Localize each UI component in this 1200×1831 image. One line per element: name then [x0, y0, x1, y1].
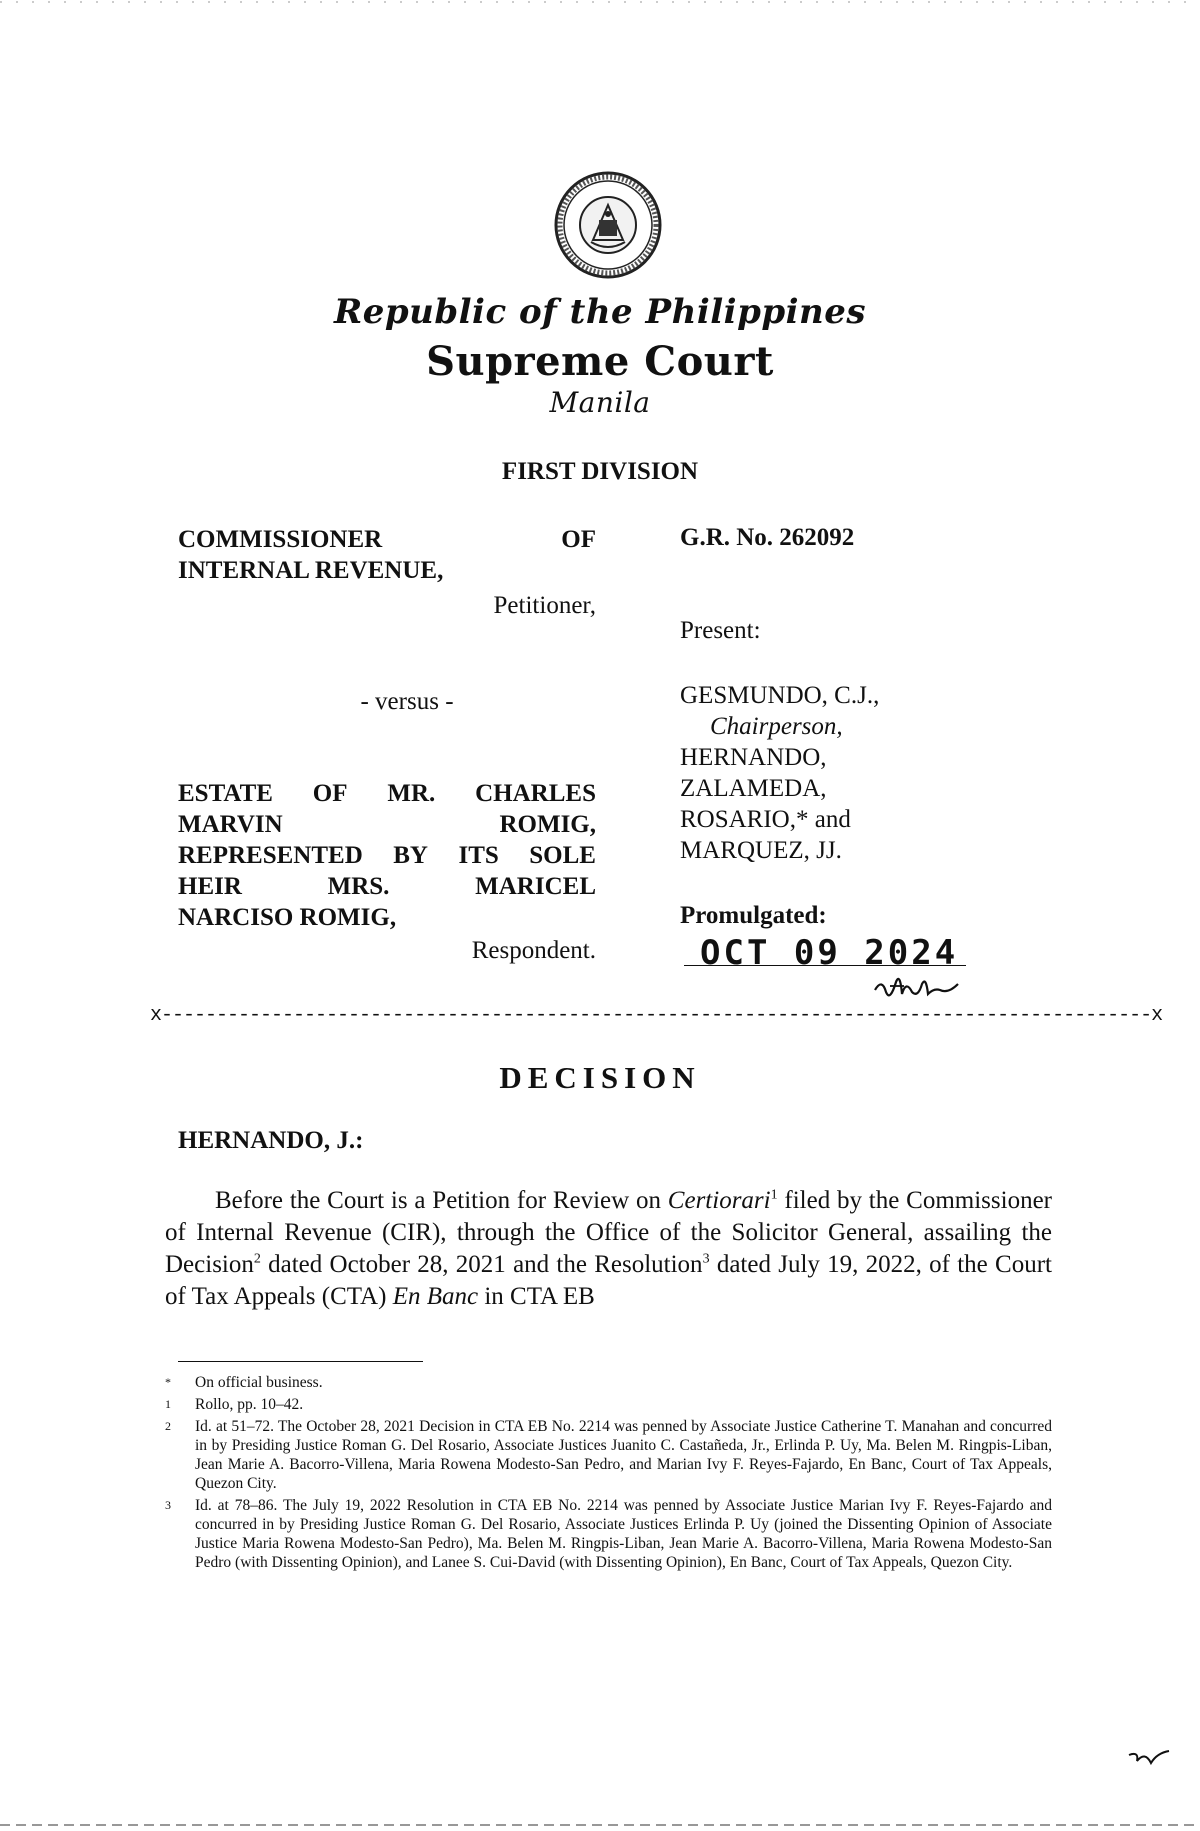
handwritten-initials-icon	[1125, 1745, 1175, 1775]
petitioner-line: COMMISSIONER OF	[178, 526, 596, 553]
promulgated-date-stamp: OCT 09 2024	[700, 933, 959, 973]
footnotes	[165, 1373, 1052, 1575]
petitioner-block	[178, 524, 596, 621]
promulgated-underline	[684, 965, 966, 966]
footnote-ref: 2	[253, 1251, 261, 1267]
petitioner-line: INTERNAL REVENUE,	[178, 557, 444, 584]
footnote-item: 3 Id. at 78–86. The July 19, 2022 Resolution in CTA EB No. 2214 was penned by Associate Justice Marian Ivy F. Reyes-Fajardo and concurred in by Presiding Justice Roman G. Del Rosario, Associate Justices Erlinda P. Uy (joined the Dissenting Opinion of Associate Justice Maria Rowena Modesto-San Pedro), Ma. Belen M. Ringpis-Liban, Jean Marie A. Bacorro-Villena, Maria Rowena Modesto-San Pedro (with Dissenting Opinion), and Lanee S. Cui-David (with Dissenting Opinion), En Banc, Court of Tax Appeals, Quezon City.	[165, 1497, 1052, 1571]
supreme-court-seal-icon	[553, 170, 663, 280]
gr-number: G.R. No. 262092	[680, 524, 855, 551]
respondent-line: NARCISO ROMIG,	[178, 904, 397, 931]
justice-line: MARQUEZ, JJ.	[680, 837, 842, 864]
present-label: Present:	[680, 617, 761, 644]
present-justices	[680, 680, 970, 866]
respondent-block	[178, 778, 596, 966]
versus-label: - versus -	[360, 688, 454, 715]
petitioner-role: Petitioner,	[493, 592, 596, 619]
footnote-ref: 3	[702, 1251, 710, 1267]
caption-divider: x------------------------------------------------------------------------------------------x	[150, 1004, 1163, 1027]
respondent-line: ESTATE OF MR. CHARLES	[178, 780, 596, 807]
respondent-line: HEIR MRS. MARICEL	[178, 873, 596, 900]
clerk-signature-icon	[870, 968, 965, 1008]
court-name: Supreme Court	[426, 338, 774, 385]
justice-line: Chairperson,	[710, 713, 843, 740]
justice-line: GESMUNDO, C.J.,	[680, 682, 880, 709]
respondent-line: REPRESENTED BY ITS SOLE	[178, 842, 596, 869]
footnote-ref: 1	[770, 1187, 778, 1203]
scan-edge-bottom	[0, 1823, 1200, 1827]
scan-edge-top	[0, 0, 1200, 4]
decision-title: DECISION	[499, 1060, 701, 1095]
footnote-separator	[178, 1361, 423, 1362]
footnote-item: 2 Id. at 51–72. The October 28, 2021 Decision in CTA EB No. 2214 was penned by Associate Justice Catherine T. Manahan and concurred in by Presiding Justice Roman G. Del Rosario, Associate Justices Juanito C. Castañeda, Jr., Erlinda P. Uy, Ma. Belen M. Ringpis-Liban, Jean Marie A. Bacorro-Villena, Maria Rowena Modesto-San Pedro, and Marian Ivy F. Reyes-Fajardo, En Banc, Court of Tax Appeals, Quezon City.	[165, 1418, 1052, 1492]
opening-paragraph: Before the Court is a Petition for Review on Certiorari$^1$ filed by the Commissioner of Internal Revenue (CIR), through the Office of the Solicitor General, assailing the Decision$^2$ dated October 28, 2021 and the Resolution$^3$ dated July 19, 2022, of the Court of Tax Appeals (CTA) En Banc in CTA EB	[165, 1187, 1052, 1310]
city-name: Manila	[549, 386, 651, 419]
division-heading: FIRST DIVISION	[501, 458, 699, 485]
justice-line: HERNANDO,	[680, 744, 827, 771]
footnote-item: 1 Rollo, pp. 10–42.	[165, 1396, 304, 1413]
footnote-item: * On official business.	[165, 1374, 323, 1391]
promulgated-label: Promulgated:	[680, 902, 827, 929]
republic-heading: Republic of the Philippines	[333, 292, 867, 332]
ponente: HERNANDO, J.:	[178, 1127, 364, 1154]
respondent-role: Respondent.	[471, 937, 596, 964]
justice-line: ZALAMEDA,	[680, 775, 827, 802]
justice-line: ROSARIO,* and	[680, 806, 851, 833]
respondent-line: MARVIN ROMIG,	[178, 811, 596, 838]
